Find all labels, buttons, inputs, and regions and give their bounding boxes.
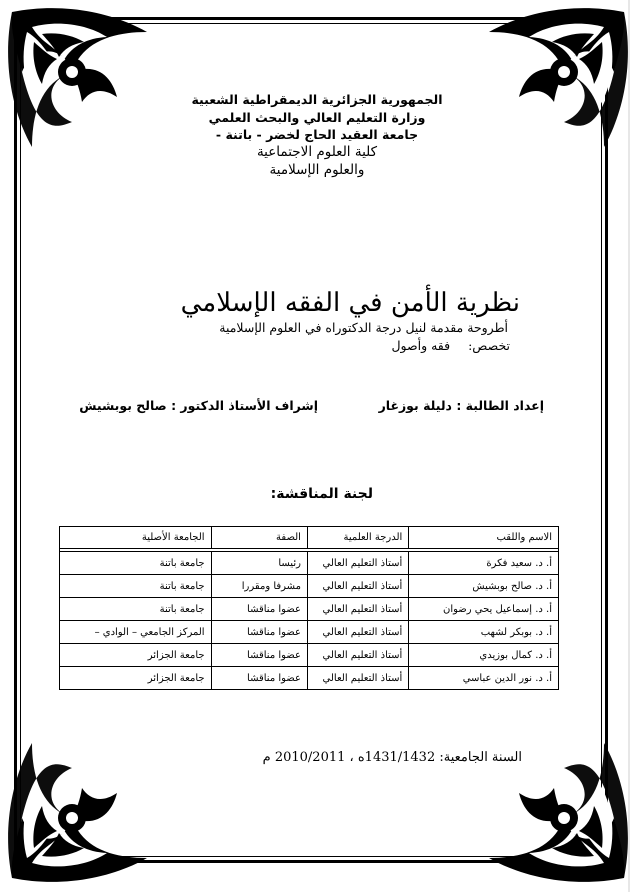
column-header-university: الجامعة الأصلية: [60, 527, 212, 549]
thesis-title: نظرية الأمن في الفقه الإسلامي: [180, 288, 520, 318]
table-row: [60, 644, 559, 667]
ministry-name: وزارة التعليم العالي والبحث العلمي: [208, 110, 426, 125]
member-university: المركز الجامعي – الوادي –: [60, 621, 212, 644]
member-university: جامعة الجزائر: [60, 644, 212, 667]
table-row: [60, 575, 559, 598]
member-role: عضوا مناقشا: [211, 667, 307, 690]
column-header-name: الاسم واللقب: [409, 527, 559, 549]
thesis-subtitle: أطروحة مقدمة لنيل درجة الدكتوراه في العلوم الإسلامية: [219, 320, 508, 335]
member-name: أ. د. نور الدين عباسي: [409, 667, 559, 690]
corner-ornament-top-right: [484, 2, 634, 152]
faculty-name-line2: والعلوم الإسلامية: [269, 162, 365, 178]
member-rank: أستاذ التعليم العالي: [307, 575, 408, 598]
supervisor-name: إشراف الأستاذ الدكتور : صالح بوبشيش: [79, 398, 318, 413]
member-role: عضوا مناقشا: [211, 621, 307, 644]
table-row: [60, 598, 559, 621]
committee-table: [59, 526, 559, 690]
column-header-rank: الدرجة العلمية: [307, 527, 408, 549]
member-name: أ. د. صالح بوبشيش: [409, 575, 559, 598]
member-role: رئيسا: [211, 552, 307, 575]
member-rank: أستاذ التعليم العالي: [307, 667, 408, 690]
table-row: [60, 621, 559, 644]
member-university: جامعة الجزائر: [60, 667, 212, 690]
member-name: أ. د. كمال بوزيدي: [409, 644, 559, 667]
member-name: أ. د. إسماعيل يحي رضوان: [409, 598, 559, 621]
specialty-value: فقه وأصول: [391, 338, 451, 353]
member-rank: أستاذ التعليم العالي: [307, 598, 408, 621]
academic-year: السنة الجامعية: 1431/1432ه ، 2010/2011 م: [262, 750, 522, 765]
member-name: أ. د. بوبكر لشهب: [409, 621, 559, 644]
member-rank: أستاذ التعليم العالي: [307, 552, 408, 575]
member-rank: أستاذ التعليم العالي: [307, 644, 408, 667]
table-row: [60, 552, 559, 575]
member-role: مشرفا ومقررا: [211, 575, 307, 598]
member-university: جامعة باتنة: [60, 552, 212, 575]
member-role: عضوا مناقشا: [211, 598, 307, 621]
specialty-label: تخصص:: [468, 338, 510, 353]
corner-ornament-bottom-left: [2, 738, 152, 888]
table-row: [60, 667, 559, 690]
republic-name: الجمهورية الجزائرية الديمقراطية الشعبية: [191, 92, 443, 107]
specialty-line: [40, 338, 510, 353]
member-rank: أستاذ التعليم العالي: [307, 621, 408, 644]
student-name: إعداد الطالبة : دليلة بوزغار: [378, 398, 544, 413]
committee-heading: لجنة المناقشة:: [270, 486, 373, 502]
member-name: أ. د. سعيد فكرة: [409, 552, 559, 575]
corner-ornament-top-left: [2, 2, 152, 152]
member-university: جامعة باتنة: [60, 575, 212, 598]
university-name: جامعة العقيد الحاج لخضر - باتنة -: [215, 127, 419, 142]
faculty-name-line1: كلية العلوم الاجتماعية: [256, 144, 378, 160]
committee-table-header: [60, 527, 559, 549]
member-university: جامعة باتنة: [60, 598, 212, 621]
column-header-role: الصفة: [211, 527, 307, 549]
member-role: عضوا مناقشا: [211, 644, 307, 667]
